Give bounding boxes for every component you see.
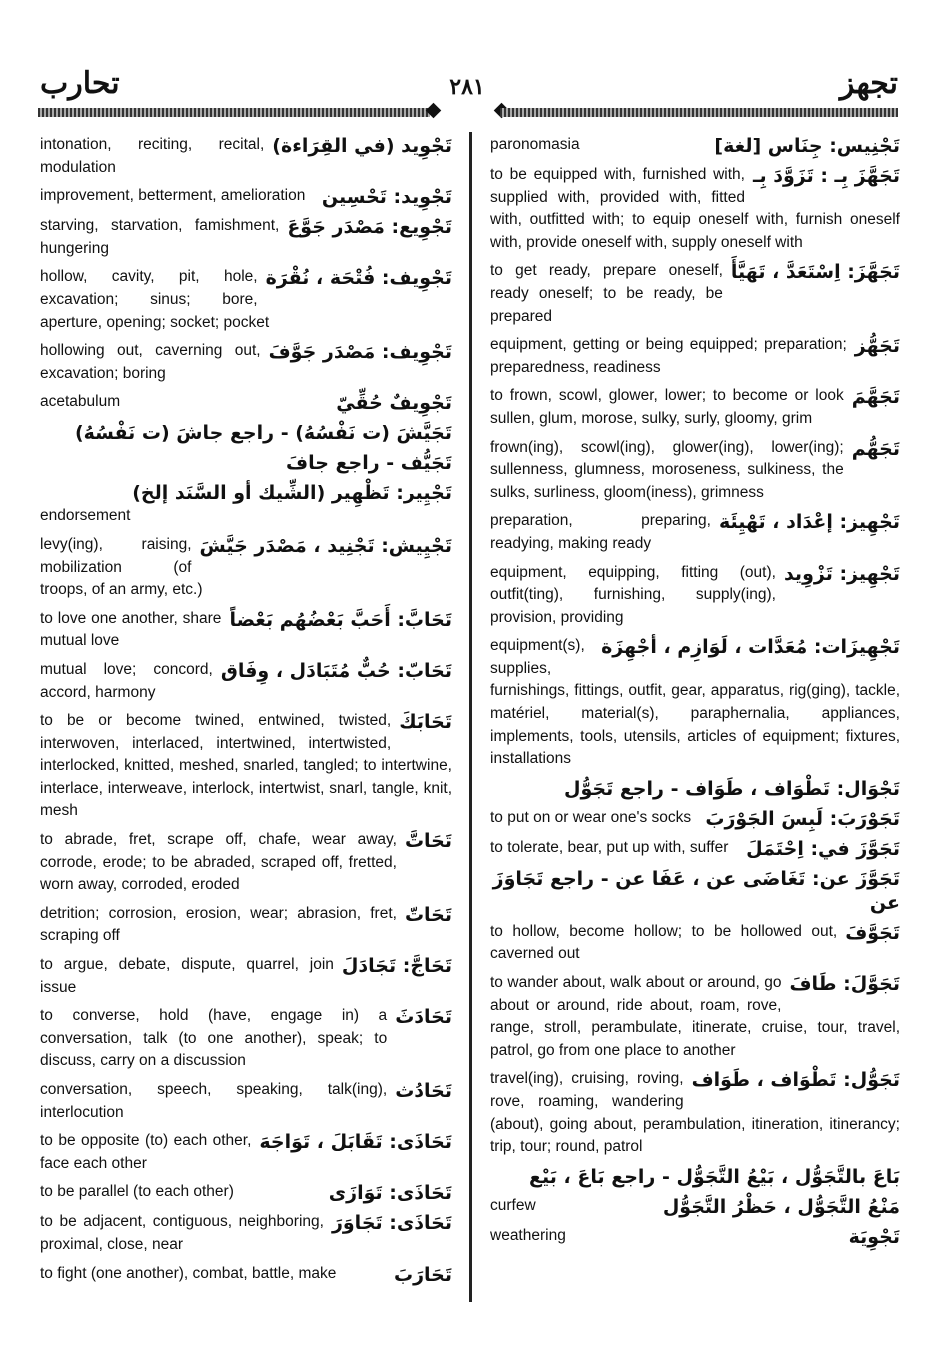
english-definition: hollowing out, caverning out, excavation; boring xyxy=(40,342,261,382)
arabic-headword: تَجَوُّل: تَطْوَاف ، طَوَاف xyxy=(691,1069,900,1092)
arabic-headword: تَحَادَثَ xyxy=(395,1006,452,1029)
english-definition: to be adjacent, contiguous, neighboring, proximal, close, near xyxy=(40,1213,324,1253)
dictionary-entry xyxy=(490,1068,900,1158)
dictionary-entry xyxy=(40,608,452,653)
dictionary-entry xyxy=(490,807,900,831)
english-definition: levy(ing), raising, mobilization (of troops, of an army, etc.) xyxy=(40,535,203,599)
arabic-headword: تَحَاتَّ xyxy=(404,830,452,853)
dictionary-entry xyxy=(490,164,900,254)
english-definition: frown(ing), scowl(ing), glower(ing), lower(ing); sullenness, glumness, moroseness, sulkiness, the sulks, surliness, gloom(iness), grimness xyxy=(490,438,844,501)
english-definition: equipment(s), supplies, furnishings, fittings, outfit, gear, apparatus, rig(ging), tackle, matériel, material(s), paraphernalia, appliances, implements, tools, utensils, articles of equipment; fixtures, installations xyxy=(490,637,900,768)
dictionary-entry xyxy=(490,385,900,430)
english-definition: intonation, reciting, recital, modulation xyxy=(40,136,265,176)
column-divider xyxy=(469,132,472,1302)
dictionary-entry xyxy=(490,1225,900,1249)
arabic-headword: تَحَاتّ xyxy=(404,903,452,926)
english-definition: to love one another, share mutual love xyxy=(40,609,222,650)
arabic-headword: تَجْوِيع: مَصْدَر جَوَّعَ xyxy=(287,216,452,239)
dictionary-entry xyxy=(40,1005,452,1073)
arabic-headword: تَحَادُث xyxy=(395,1080,452,1102)
english-definition: to fight (one another), combat, battle, make xyxy=(40,1264,337,1282)
dictionary-entry xyxy=(40,534,452,602)
dictionary-entry xyxy=(40,1079,452,1124)
english-definition: to abrade, fret, scrape off, chafe, wear away, corrode, erode; to be abraded, scraped off, fretted, worn away, corroded, eroded xyxy=(40,831,397,894)
dictionary-entry xyxy=(40,1211,452,1256)
right-column xyxy=(490,134,900,1255)
english-definition: to be or become twined, entwined, twisted, interwoven, interlaced, intertwined, intertwisted, interlocked, knitted, meshed, snarled, tangled; to intertwine, interlace, interweave, interlock, intertwist, snarl, tangle, knit, mesh xyxy=(40,712,452,820)
dictionary-entry xyxy=(40,481,452,528)
english-definition: to hollow, become hollow; to be hollowed out, caverned out xyxy=(490,922,838,963)
dictionary-entry xyxy=(40,266,452,334)
dictionary-entry xyxy=(40,391,452,415)
header-rule-left xyxy=(38,108,430,117)
dictionary-entry xyxy=(490,837,900,861)
dictionary-entry xyxy=(490,510,900,555)
dictionary-entry xyxy=(40,1181,452,1205)
arabic-headword: تَجَيُّف - راجع جافَ xyxy=(286,452,452,475)
arabic-headword: تَجَهُّم xyxy=(851,437,900,460)
dictionary-entry xyxy=(490,1165,900,1189)
arabic-headword: تَجْوِيد: تَحْسِين xyxy=(321,186,452,209)
left-running-headword: تحارب xyxy=(40,67,120,100)
arabic-headword: تَجْهِيز: تَزْوِيد xyxy=(783,562,900,585)
dictionary-entry xyxy=(490,562,900,630)
arabic-headword: تَحَاجَّ: تَجَادَلَ xyxy=(341,955,452,978)
arabic-headword: تَجْوِيَة xyxy=(848,1225,900,1248)
arabic-headword: تَجَيَّشَ (ت نَفْسُهُ) - راجع جاشَ (ت نَفْسُهُ) xyxy=(74,422,452,445)
arabic-headword: تَجْهِيزَات: مُعَدَّات ، لَوَازِم ، أجْهِزَة xyxy=(601,636,900,659)
arabic-headword: تَجَوَّفَ xyxy=(845,921,900,944)
arabic-headword: تَجَوْرَبَ: لَبِسَ الجَوْرَبَ xyxy=(705,807,900,830)
arabic-headword: تَجْوِيف: مَصْدَر جَوَّفَ xyxy=(268,341,452,364)
arabic-headword: تَجْنِيس: جِنَاس [لغة] xyxy=(714,135,900,157)
dictionary-entry xyxy=(40,659,452,704)
arabic-headword: تَحَاذَى: تَجَاوَرَ xyxy=(331,1212,452,1235)
dictionary-entry xyxy=(490,867,900,915)
dictionary-entry xyxy=(490,260,900,328)
english-definition: detrition; corrosion, erosion, wear; abrasion, fret, scraping off xyxy=(40,904,397,945)
english-definition: preparation, preparing, readying, making ready xyxy=(490,512,711,552)
arabic-headword: تَجْيِيش: تَجْنِيد ، مَصْدَر جَيَّشَ xyxy=(199,534,452,557)
arabic-headword: تَحَابَكَ xyxy=(399,711,452,734)
english-definition: acetabulum xyxy=(40,393,121,411)
arabic-headword: تَجَهَّزَ بِـ : تَزَوَّدَ بِـ xyxy=(752,165,900,187)
english-definition: to be parallel (to each other) xyxy=(40,1183,234,1201)
english-definition: equipment, equipping, fitting (out), outfit(ting), furnishing, supply(ing), provision, providing xyxy=(490,563,776,626)
arabic-headword: مَنْعُ التَّجَوُّل ، حَظْرُ التَّجَوُّل xyxy=(662,1195,900,1218)
dictionary-entry xyxy=(490,972,900,1062)
english-definition: paronomasia xyxy=(490,136,580,153)
dictionary-entry xyxy=(40,451,452,475)
arabic-headword: تَجْيِير: تَظْهِير (الشِّيك أو السَّنَد إلخ) xyxy=(132,482,452,505)
english-definition: endorsement xyxy=(40,507,131,525)
english-definition: to be equipped with, furnished with, supplied with, provided with, fitted with, outfitted with; to equip oneself with, furnish oneself with, provide oneself with, supply oneself with xyxy=(490,166,900,251)
dictionary-entry xyxy=(40,340,452,385)
english-definition: improvement, betterment, amelioration xyxy=(40,187,306,205)
dictionary-entry xyxy=(490,921,900,966)
english-definition: conversation, speech, speaking, talk(ing), interlocution xyxy=(40,1081,388,1121)
english-definition: to wander about, walk about or around, go about or around, ride about, roam, rove, range, stroll, perambulate, itinerate, cruise, tour, travel, patrol, go from one place to another xyxy=(490,974,900,1059)
dictionary-entry xyxy=(490,437,900,505)
english-definition: travel(ing), cruising, roving, rove, roaming, wandering (about), going about, perambulation, itineration, itinerancy; trip, tour; round, patrol xyxy=(490,1070,900,1156)
arabic-headword: تَحَاذَى: تَوَازَى xyxy=(328,1182,452,1205)
english-definition: equipment, getting or being equipped; preparation; preparedness, readiness xyxy=(490,336,847,376)
arabic-headword: تَحَابَّ: أَحَبَّ بَعْضُهُم بَعْضاً xyxy=(229,608,452,631)
english-definition: to tolerate, bear, put up with, suffer xyxy=(490,838,729,856)
dictionary-entry xyxy=(40,1263,452,1287)
english-definition: to frown, scowl, glower, lower; to become or look sullen, glum, morose, sulky, surly, gloomy, grim xyxy=(490,387,844,427)
dictionary-entry xyxy=(40,215,452,260)
page-number: ٢٨١ xyxy=(449,74,485,99)
dictionary-entry xyxy=(490,334,900,379)
arabic-headword: تَجَهُّز xyxy=(854,335,900,358)
english-definition: to put on or wear one's socks xyxy=(490,808,692,826)
dictionary-entry xyxy=(490,1195,900,1219)
arabic-headword: تَجْوِيد (في القِرَاءة) xyxy=(272,135,452,157)
english-definition: to converse, hold (have, engage in) a conversation, talk (to one another), speak; to discuss, carry on a discussion xyxy=(40,1007,388,1070)
dictionary-entry xyxy=(40,829,452,897)
arabic-headword: تَجَهَّزَ: اِسْتَعَدَّ ، تَهَيَّأَ xyxy=(730,261,900,284)
arabic-headword: تَحَاذَى: تَقَابَلَ ، تَوَاجَهَ xyxy=(259,1131,452,1154)
dictionary-entry xyxy=(490,777,900,801)
dictionary-entry xyxy=(490,635,900,771)
dictionary-entry xyxy=(40,710,452,823)
arabic-headword: تَجْوَال: تَطْوَاف ، طَوَاف - راجع تَجَوُّل xyxy=(563,777,900,800)
page-header xyxy=(0,60,934,120)
arabic-headword: تَحَارَبَ xyxy=(394,1263,452,1286)
right-running-headword: تجهز xyxy=(839,67,898,100)
arabic-headword: تَجَوَّلَ: طَافَ xyxy=(789,973,900,996)
arabic-headword: تَجَهَّمَ xyxy=(851,386,900,409)
arabic-headword: تَجْوِيفٌ حُقِّيّ xyxy=(336,392,452,415)
dictionary-entry xyxy=(40,1130,452,1175)
dictionary-entry xyxy=(40,954,452,999)
dictionary-entry xyxy=(40,185,452,209)
english-definition: curfew xyxy=(490,1196,536,1214)
dictionary-entry xyxy=(40,421,452,445)
arabic-headword: تَحَابّ: حُبٌّ مُتَبَادَل ، وِفَاق xyxy=(220,659,452,682)
dictionary-entry xyxy=(40,134,452,179)
english-definition: to get ready, prepare oneself, ready oneself; to be ready, be prepared xyxy=(490,262,723,325)
english-definition: hollow, cavity, pit, hole, excavation; sinus; bore, aperture, opening; socket; pocket xyxy=(40,268,270,331)
arabic-headword: بَاعَ بالتَّجَوُّل ، بَيْعُ التَّجَوُّل - راجع بَاعَ ، بَيْع xyxy=(529,1165,900,1188)
arabic-headword: تَجْهِيز: إعْدَاد ، تَهْيِئَة xyxy=(718,511,900,534)
arabic-headword: تَجَوَّزَ عن: تَغَاضَى عن ، عَفَا عن - راجع تَجَاوَزَ عن xyxy=(492,867,900,914)
header-rule-right xyxy=(500,108,898,117)
dictionary-entry xyxy=(40,903,452,948)
arabic-headword: تَجَوَّزَ في: اِحْتَمَلَ xyxy=(746,837,900,860)
english-definition: mutual love; concord, accord, harmony xyxy=(40,660,213,701)
dictionary-entry xyxy=(490,134,900,158)
english-definition: to argue, debate, dispute, quarrel, join issue xyxy=(40,956,334,996)
left-column xyxy=(40,134,452,1293)
english-definition: to be opposite (to) each other, face each other xyxy=(40,1132,252,1172)
english-definition: weathering xyxy=(490,1226,566,1244)
arabic-headword: تَجْوِيف: فُتْحَة ، نُقْرَة xyxy=(265,267,452,290)
english-definition: starving, starvation, famishment, hungering xyxy=(40,217,280,257)
